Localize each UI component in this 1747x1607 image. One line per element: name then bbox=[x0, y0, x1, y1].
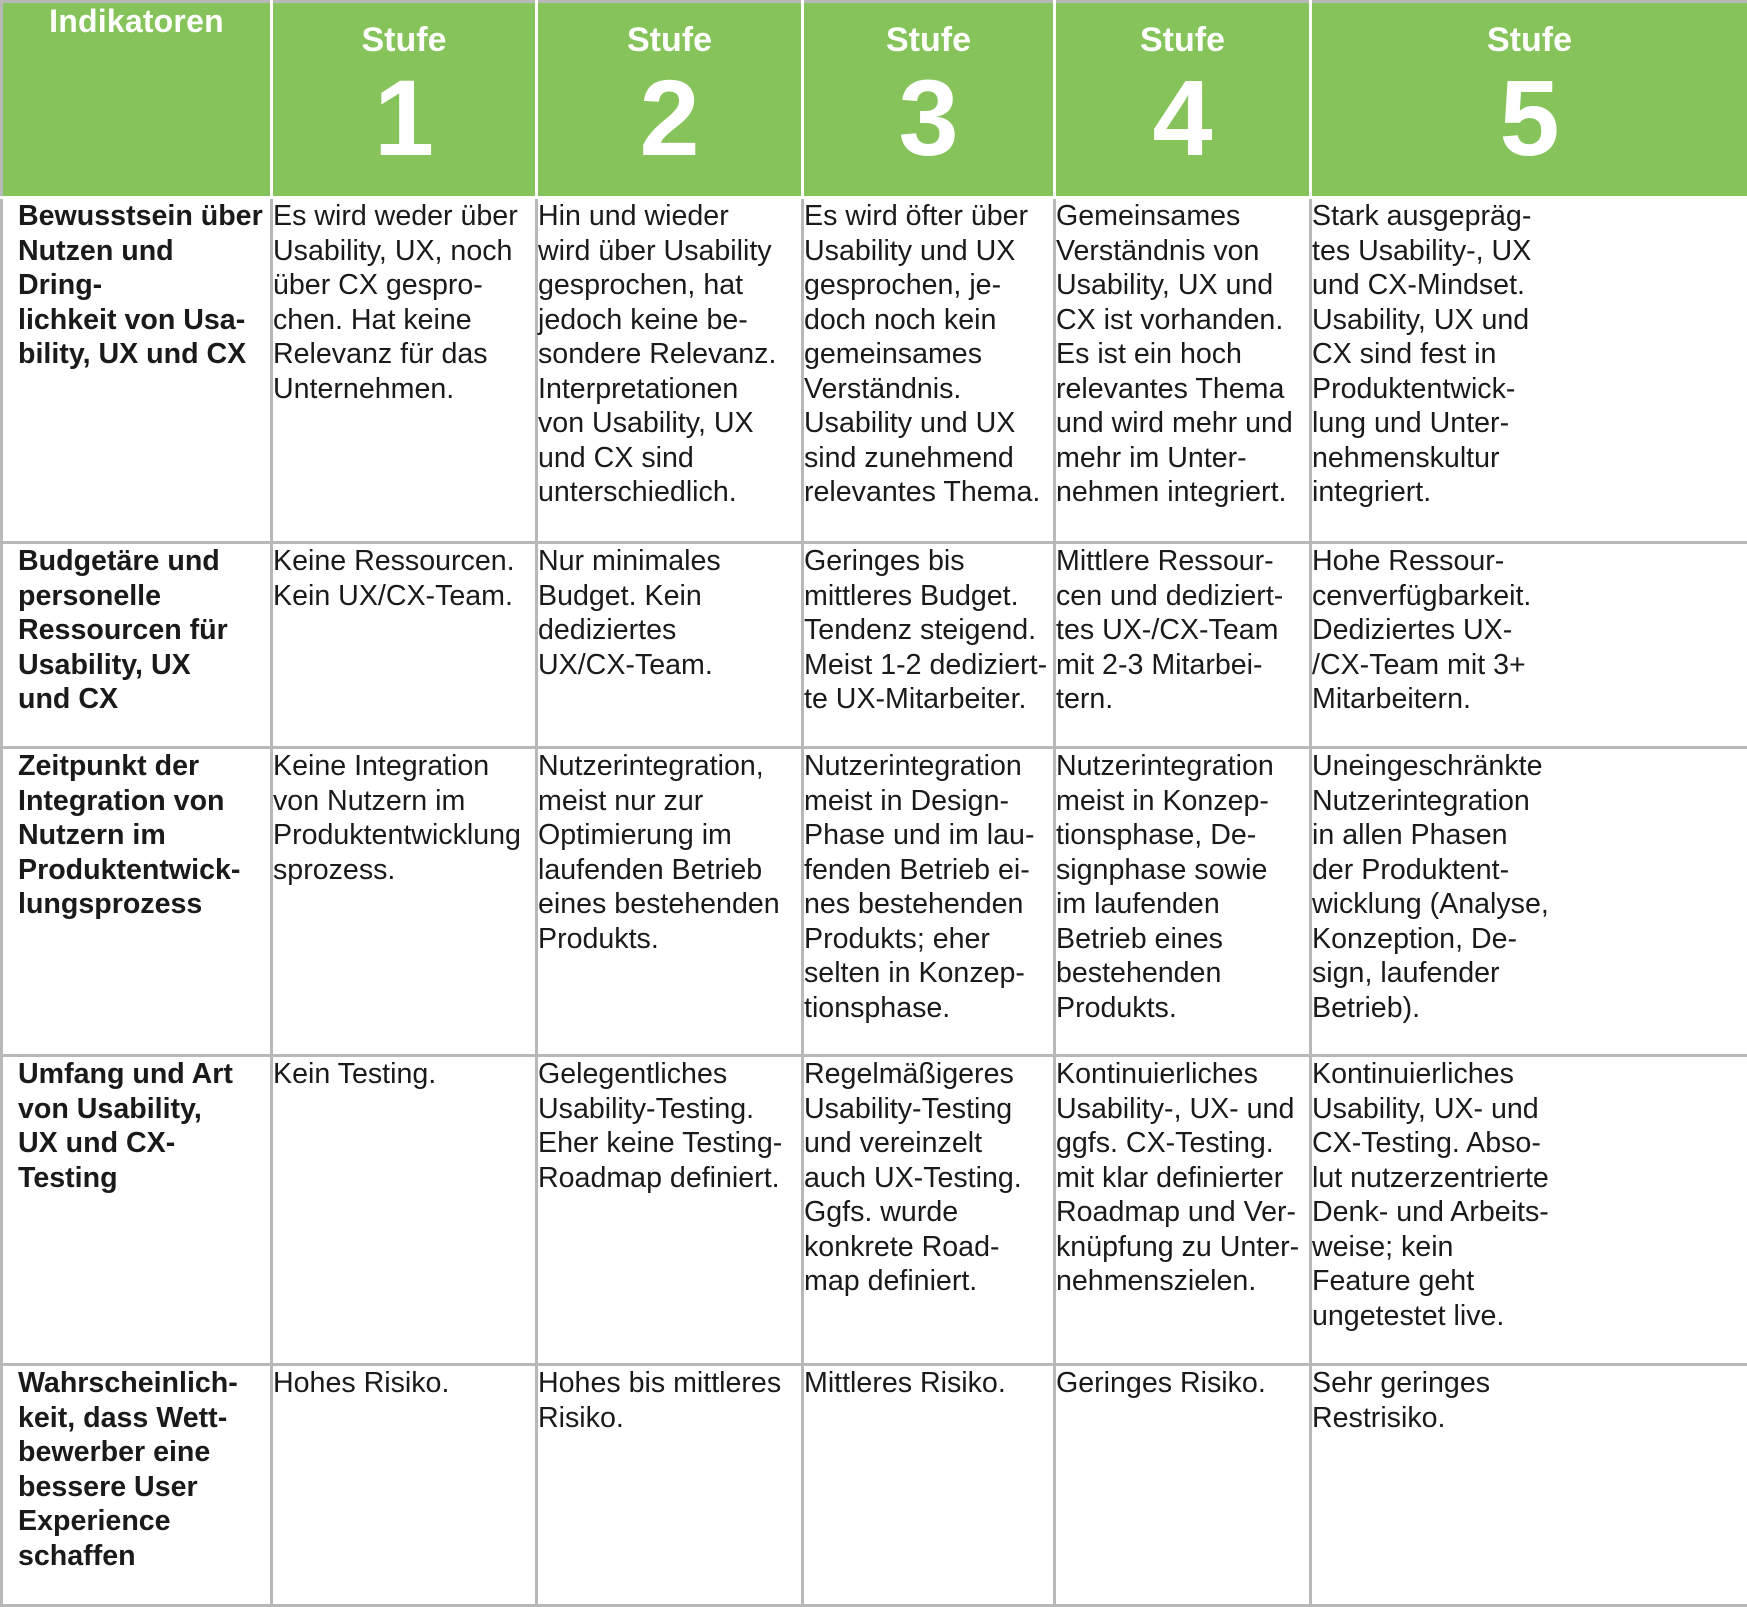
stage-number: 2 bbox=[538, 62, 801, 174]
stage-header-5 bbox=[1311, 2, 1747, 198]
table-body bbox=[2, 198, 1747, 1606]
stage-1-cell: Es wird weder über Usability, UX, noch über CX gespro- chen. Hat keine Relevanz für das Unternehmen. bbox=[272, 198, 537, 543]
stage-5-cell: Kontinuierliches Usability, UX- und CX-Testing. Abso- lut nutzerzentrierte Denk- und Arbeits- weise; kein Feature geht ungetestet live. bbox=[1311, 1056, 1747, 1365]
stage-5-cell: Hohe Ressour- cenverfügbarkeit. Dediziertes UX- /CX-Team mit 3+ Mitarbeitern. bbox=[1311, 543, 1747, 748]
table-row bbox=[2, 1365, 1747, 1606]
stage-header-2 bbox=[537, 2, 803, 198]
stage-5-cell: Sehr geringes Restrisiko. bbox=[1311, 1365, 1747, 1606]
stage-label: Stufe bbox=[273, 20, 535, 60]
stage-5-cell: Stark ausgepräg- tes Usability-, UX und CX-Mindset. Usability, UX und CX sind fest in Produktentwick- lung und Unter- nehmenskultur integriert. bbox=[1311, 198, 1747, 543]
stage-label: Stufe bbox=[538, 20, 801, 60]
table-row bbox=[2, 748, 1747, 1056]
stage-number: 1 bbox=[273, 62, 535, 174]
stage-4-cell: Gemeinsames Verständnis von Usability, UX und CX ist vorhanden. Es ist ein hoch relevantes Thema und wird mehr und mehr im Unter- nehmen integriert. bbox=[1055, 198, 1311, 543]
stage-label: Stufe bbox=[804, 20, 1053, 60]
stage-4-cell: Mittlere Ressour- cen und dediziert- tes UX-/CX-Team mit 2-3 Mitarbei- tern. bbox=[1055, 543, 1311, 748]
stage-3-cell: Regelmäßigeres Usability-Testing und vereinzelt auch UX-Testing. Ggfs. wurde konkrete Road- map definiert. bbox=[803, 1056, 1055, 1365]
stage-2-cell: Nur minimales Budget. Kein dediziertes UX/CX-Team. bbox=[537, 543, 803, 748]
indicator-cell: Zeitpunkt der Integration von Nutzern im Produktentwick- lungsprozess bbox=[2, 748, 272, 1056]
stage-1-cell: Kein Testing. bbox=[272, 1056, 537, 1365]
stage-number: 4 bbox=[1056, 62, 1309, 174]
stage-4-cell: Kontinuierliches Usability-, UX- und ggfs. CX-Testing. mit klar definierter Roadmap und Ver- knüpfung zu Unter- nehmenszielen. bbox=[1055, 1056, 1311, 1365]
stage-2-cell: Hohes bis mittleres Risiko. bbox=[537, 1365, 803, 1606]
stage-3-cell: Es wird öfter über Usability und UX gesprochen, je- doch noch kein gemeinsames Verständnis. Usability und UX sind zunehmend relevantes Thema. bbox=[803, 198, 1055, 543]
stage-2-cell: Gelegentliches Usability-Testing. Eher keine Testing- Roadmap definiert. bbox=[537, 1056, 803, 1365]
table-row bbox=[2, 543, 1747, 748]
indicator-cell: Bewusstsein über Nutzen und Dring- lichkeit von Usa- bility, UX und CX bbox=[2, 198, 272, 543]
table-row bbox=[2, 1056, 1747, 1365]
stage-header-1 bbox=[272, 2, 537, 198]
stage-header-4 bbox=[1055, 2, 1311, 198]
header-row bbox=[2, 2, 1747, 198]
indicator-cell: Umfang und Art von Usability, UX und CX- Testing bbox=[2, 1056, 272, 1365]
stage-3-cell: Mittleres Risiko. bbox=[803, 1365, 1055, 1606]
stage-5-cell: Uneingeschränkte Nutzerintegration in allen Phasen der Produktent- wicklung (Analyse, Konzeption, De- sign, laufender Betrieb). bbox=[1311, 748, 1747, 1056]
indicators-column-header: Indikatoren bbox=[2, 2, 272, 198]
stage-number: 3 bbox=[804, 62, 1053, 174]
stage-label: Stufe bbox=[1312, 20, 1747, 60]
stage-2-cell: Hin und wieder wird über Usability gesprochen, hat jedoch keine be- sondere Relevanz. Interpretationen von Usability, UX und CX sind unterschiedlich. bbox=[537, 198, 803, 543]
stage-1-cell: Hohes Risiko. bbox=[272, 1365, 537, 1606]
stage-label: Stufe bbox=[1056, 20, 1309, 60]
stage-1-cell: Keine Integration von Nutzern im Produktentwicklung sprozess. bbox=[272, 748, 537, 1056]
indicator-cell: Budgetäre und personelle Ressourcen für Usability, UX und CX bbox=[2, 543, 272, 748]
indicator-cell: Wahrscheinlich- keit, dass Wett- bewerber eine bessere User Experience schaffen bbox=[2, 1365, 272, 1606]
stage-1-cell: Keine Ressourcen. Kein UX/CX-Team. bbox=[272, 543, 537, 748]
table-header bbox=[2, 2, 1747, 198]
stage-number: 5 bbox=[1312, 62, 1747, 174]
stage-4-cell: Nutzerintegration meist in Konzep- tionsphase, De- signphase sowie im laufenden Betrieb eines bestehenden Produkts. bbox=[1055, 748, 1311, 1056]
stage-2-cell: Nutzerintegration, meist nur zur Optimierung im laufenden Betrieb eines bestehenden Produkts. bbox=[537, 748, 803, 1056]
stage-header-3 bbox=[803, 2, 1055, 198]
stage-4-cell: Geringes Risiko. bbox=[1055, 1365, 1311, 1606]
stage-3-cell: Geringes bis mittleres Budget. Tendenz steigend. Meist 1-2 dediziert- te UX-Mitarbeiter. bbox=[803, 543, 1055, 748]
stage-3-cell: Nutzerintegration meist in Design- Phase und im lau- fenden Betrieb ei- nes bestehenden Produkts; eher selten in Konzep- tionsphase. bbox=[803, 748, 1055, 1056]
table-row bbox=[2, 198, 1747, 543]
